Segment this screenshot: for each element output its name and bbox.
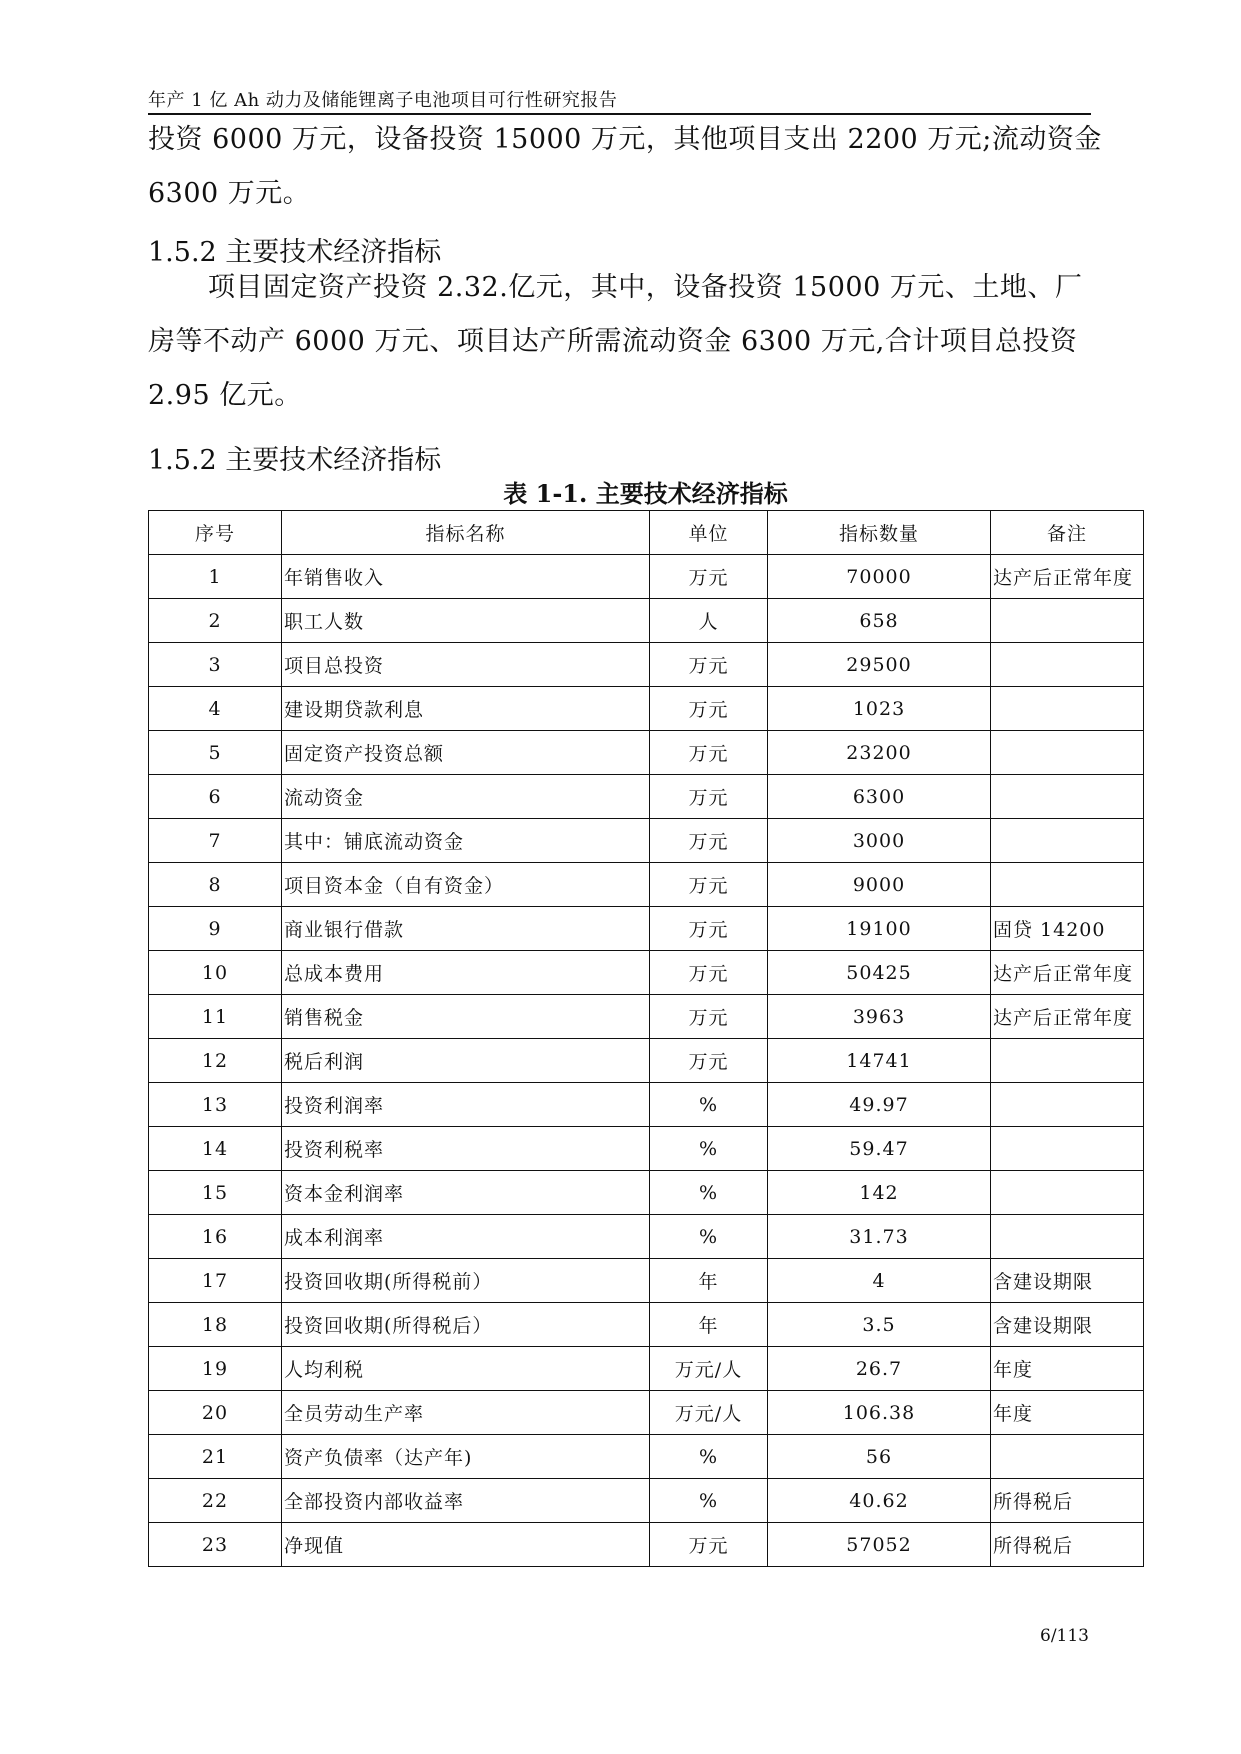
cell-unit: %	[650, 1479, 768, 1523]
cell-name: 总成本费用	[282, 951, 650, 995]
cell-note	[991, 1171, 1144, 1215]
table-row	[149, 643, 1144, 687]
cell-no: 4	[149, 687, 282, 731]
cell-no: 3	[149, 643, 282, 687]
cell-no: 23	[149, 1523, 282, 1567]
running-header: 年产 1 亿 Ah 动力及储能锂离子电池项目可行性研究报告	[148, 90, 618, 111]
cell-qty: 9000	[768, 863, 991, 907]
cell-qty: 4	[768, 1259, 991, 1303]
cell-note	[991, 731, 1144, 775]
cell-unit: %	[650, 1127, 768, 1171]
cell-name: 全部投资内部收益率	[282, 1479, 650, 1523]
cell-no: 5	[149, 731, 282, 775]
cell-name: 销售税金	[282, 995, 650, 1039]
table-row	[149, 951, 1144, 995]
cell-unit: 万元	[650, 687, 768, 731]
cell-note: 达产后正常年度	[991, 995, 1144, 1039]
cell-unit: 万元/人	[650, 1391, 768, 1435]
cell-qty: 1023	[768, 687, 991, 731]
cell-qty: 3.5	[768, 1303, 991, 1347]
cell-note: 含建设期限	[991, 1303, 1144, 1347]
table-row	[149, 1171, 1144, 1215]
cell-unit: 年	[650, 1303, 768, 1347]
cell-note	[991, 819, 1144, 863]
table-row	[149, 995, 1144, 1039]
metrics-table	[148, 510, 1144, 1567]
cell-qty: 6300	[768, 775, 991, 819]
cell-unit: 万元	[650, 1523, 768, 1567]
cell-no: 12	[149, 1039, 282, 1083]
page-number: 6/113	[1040, 1626, 1089, 1646]
cell-note	[991, 863, 1144, 907]
cell-unit: 人	[650, 599, 768, 643]
cell-name: 投资回收期(所得税前）	[282, 1259, 650, 1303]
cell-qty: 14741	[768, 1039, 991, 1083]
table-row	[149, 731, 1144, 775]
cell-note	[991, 687, 1144, 731]
table-row	[149, 1435, 1144, 1479]
cell-unit: 万元	[650, 1039, 768, 1083]
table-row	[149, 819, 1144, 863]
cell-note	[991, 643, 1144, 687]
cell-name: 税后利润	[282, 1039, 650, 1083]
cell-unit: 万元	[650, 819, 768, 863]
cell-qty: 57052	[768, 1523, 991, 1567]
table-row	[149, 555, 1144, 599]
paragraph-line: 2.95 亿元。	[148, 380, 302, 411]
cell-name: 项目总投资	[282, 643, 650, 687]
header-no: 序号	[149, 511, 282, 555]
section-heading: 1.5.2 主要技术经济指标	[148, 237, 442, 268]
table-row	[149, 1479, 1144, 1523]
cell-note: 年度	[991, 1391, 1144, 1435]
cell-note: 含建设期限	[991, 1259, 1144, 1303]
table-row	[149, 1039, 1144, 1083]
cell-no: 18	[149, 1303, 282, 1347]
paragraph-line: 项目固定资产投资 2.32.亿元，其中，设备投资 15000 万元、土地、厂	[208, 272, 1083, 303]
cell-unit: 万元	[650, 731, 768, 775]
cell-qty: 106.38	[768, 1391, 991, 1435]
cell-no: 7	[149, 819, 282, 863]
cell-name: 职工人数	[282, 599, 650, 643]
cell-unit: 万元	[650, 555, 768, 599]
table-row	[149, 1127, 1144, 1171]
cell-unit: 万元/人	[650, 1347, 768, 1391]
table-row	[149, 863, 1144, 907]
table-header-row	[149, 511, 1144, 555]
cell-name: 全员劳动生产率	[282, 1391, 650, 1435]
section-heading: 1.5.2 主要技术经济指标	[148, 445, 442, 476]
cell-name: 资本金利润率	[282, 1171, 650, 1215]
cell-qty: 23200	[768, 731, 991, 775]
header-qty: 指标数量	[768, 511, 991, 555]
cell-note: 达产后正常年度	[991, 555, 1144, 599]
cell-unit: %	[650, 1083, 768, 1127]
cell-note	[991, 1127, 1144, 1171]
paragraph-line: 6300 万元。	[148, 178, 311, 209]
cell-note: 固贷 14200	[991, 907, 1144, 951]
cell-name: 商业银行借款	[282, 907, 650, 951]
cell-no: 20	[149, 1391, 282, 1435]
cell-unit: 万元	[650, 907, 768, 951]
header-name: 指标名称	[282, 511, 650, 555]
cell-unit: 年	[650, 1259, 768, 1303]
cell-note: 年度	[991, 1347, 1144, 1391]
paragraph-line: 投资 6000 万元，设备投资 15000 万元，其他项目支出 2200 万元;流动资金	[148, 124, 1102, 155]
cell-qty: 142	[768, 1171, 991, 1215]
cell-no: 13	[149, 1083, 282, 1127]
cell-note	[991, 1435, 1144, 1479]
cell-no: 22	[149, 1479, 282, 1523]
cell-name: 成本利润率	[282, 1215, 650, 1259]
cell-unit: 万元	[650, 863, 768, 907]
cell-note: 达产后正常年度	[991, 951, 1144, 995]
cell-note	[991, 1215, 1144, 1259]
cell-no: 2	[149, 599, 282, 643]
cell-no: 14	[149, 1127, 282, 1171]
table-row	[149, 1083, 1144, 1127]
cell-qty: 49.97	[768, 1083, 991, 1127]
cell-no: 17	[149, 1259, 282, 1303]
cell-qty: 19100	[768, 907, 991, 951]
cell-no: 6	[149, 775, 282, 819]
cell-no: 16	[149, 1215, 282, 1259]
table-row	[149, 1347, 1144, 1391]
cell-qty: 29500	[768, 643, 991, 687]
cell-name: 净现值	[282, 1523, 650, 1567]
cell-no: 21	[149, 1435, 282, 1479]
cell-qty: 70000	[768, 555, 991, 599]
cell-qty: 3000	[768, 819, 991, 863]
cell-name: 年销售收入	[282, 555, 650, 599]
cell-name: 项目资本金（自有资金）	[282, 863, 650, 907]
cell-no: 1	[149, 555, 282, 599]
cell-qty: 59.47	[768, 1127, 991, 1171]
table-row	[149, 775, 1144, 819]
cell-no: 11	[149, 995, 282, 1039]
cell-note: 所得税后	[991, 1523, 1144, 1567]
cell-note: 所得税后	[991, 1479, 1144, 1523]
table-caption: 表 1-1. 主要技术经济指标	[503, 479, 788, 508]
table-row	[149, 687, 1144, 731]
cell-qty: 31.73	[768, 1215, 991, 1259]
table-row	[149, 1303, 1144, 1347]
cell-unit: 万元	[650, 995, 768, 1039]
cell-no: 15	[149, 1171, 282, 1215]
table-row	[149, 599, 1144, 643]
cell-no: 10	[149, 951, 282, 995]
cell-unit: %	[650, 1435, 768, 1479]
cell-qty: 56	[768, 1435, 991, 1479]
cell-name: 流动资金	[282, 775, 650, 819]
cell-name: 人均利税	[282, 1347, 650, 1391]
cell-unit: 万元	[650, 775, 768, 819]
cell-note	[991, 1083, 1144, 1127]
cell-qty: 50425	[768, 951, 991, 995]
table-row	[149, 907, 1144, 951]
cell-note	[991, 1039, 1144, 1083]
cell-name: 资产负债率（达产年)	[282, 1435, 650, 1479]
cell-qty: 3963	[768, 995, 991, 1039]
table-row	[149, 1523, 1144, 1567]
paragraph-line: 房等不动产 6000 万元、项目达产所需流动资金 6300 万元,合计项目总投资	[148, 326, 1078, 357]
table-row	[149, 1215, 1144, 1259]
cell-unit: %	[650, 1215, 768, 1259]
cell-no: 9	[149, 907, 282, 951]
cell-qty: 40.62	[768, 1479, 991, 1523]
table-row	[149, 1391, 1144, 1435]
cell-qty: 26.7	[768, 1347, 991, 1391]
table-row	[149, 1259, 1144, 1303]
cell-name: 投资利润率	[282, 1083, 650, 1127]
cell-unit: 万元	[650, 951, 768, 995]
cell-name: 其中：铺底流动资金	[282, 819, 650, 863]
cell-qty: 658	[768, 599, 991, 643]
header-unit: 单位	[650, 511, 768, 555]
cell-name: 投资回收期(所得税后）	[282, 1303, 650, 1347]
cell-unit: 万元	[650, 643, 768, 687]
cell-unit: %	[650, 1171, 768, 1215]
cell-name: 建设期贷款利息	[282, 687, 650, 731]
cell-note	[991, 775, 1144, 819]
cell-no: 8	[149, 863, 282, 907]
cell-name: 固定资产投资总额	[282, 731, 650, 775]
cell-note	[991, 599, 1144, 643]
cell-no: 19	[149, 1347, 282, 1391]
header-note: 备注	[991, 511, 1144, 555]
cell-name: 投资利税率	[282, 1127, 650, 1171]
